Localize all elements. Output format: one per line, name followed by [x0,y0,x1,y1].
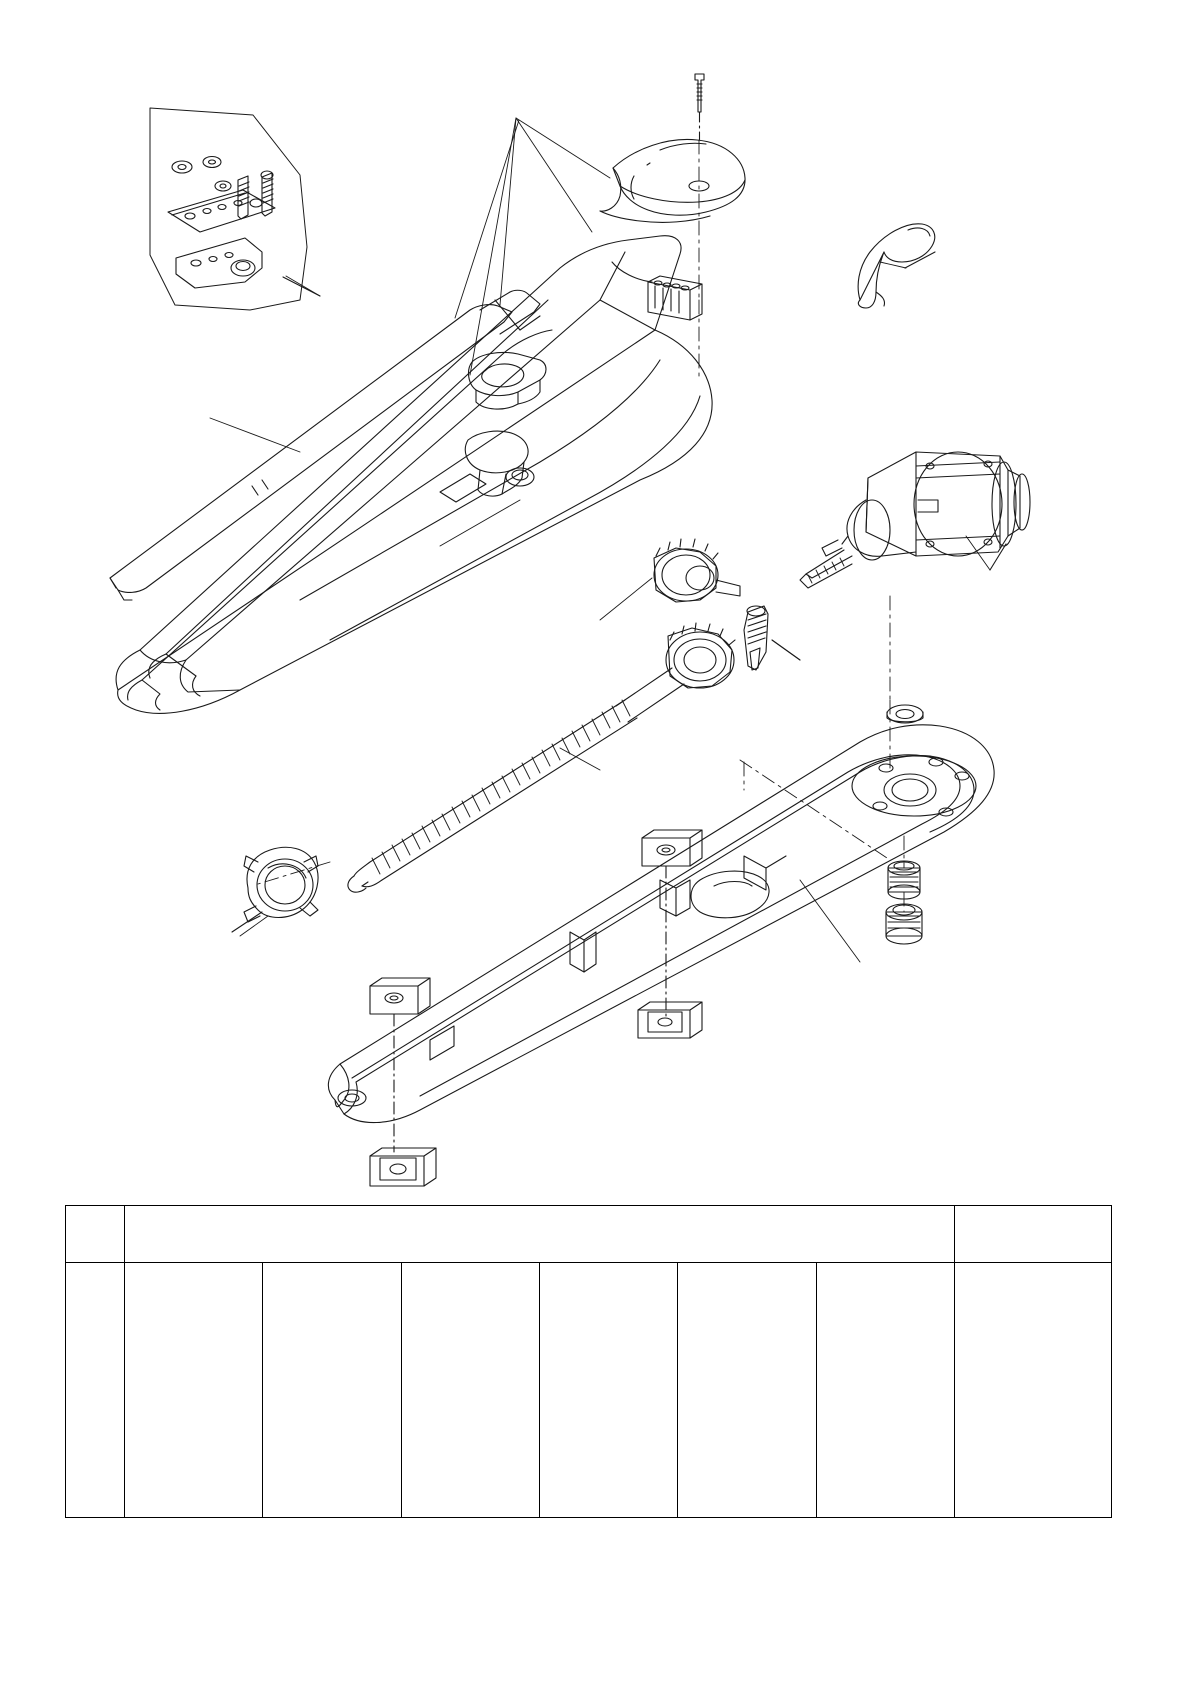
assembly-centerlines [258,140,904,912]
end-cap [600,140,745,223]
cover-screw [695,74,704,140]
bevel-gear [654,539,740,602]
cell-col7 [816,1263,954,1518]
lead-screw [348,623,735,892]
cell-qty [955,1263,1112,1518]
cell-col3 [263,1263,401,1518]
cell-col6 [678,1263,816,1518]
parts-table-header [66,1206,1112,1263]
end-bushing [232,847,318,932]
header-qty [955,1206,1112,1263]
cell-col5 [539,1263,677,1518]
leader-lines-upper [455,118,610,375]
table-row [66,1263,1112,1518]
cover-pad-square-3 [638,1002,702,1038]
gland-nut [886,904,922,944]
cell-item-no [66,1263,125,1518]
header-description [125,1206,955,1263]
inner-rail [480,290,540,334]
washer-ring [887,705,923,723]
table-header-row [66,1206,1112,1263]
cell-description [125,1263,263,1518]
pinion-shaft [744,606,800,670]
terminal-block [648,276,702,320]
header-item-no [66,1206,125,1263]
parts-table-body [66,1263,1112,1518]
cell-col4 [401,1263,539,1518]
cover-trim-strip [110,305,512,600]
motor-assembly [800,452,1030,588]
bottom-housing [328,725,994,1123]
parts-list-table [65,1205,1112,1518]
cover-pad-square-2 [370,978,430,1152]
cover-pad-square-4 [370,1148,436,1186]
detail-balloon-mounting-plates [150,108,320,310]
